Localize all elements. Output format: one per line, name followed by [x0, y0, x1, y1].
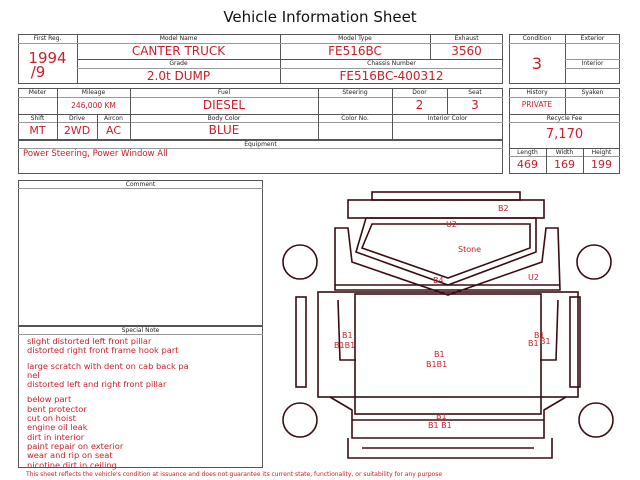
seat-label: Seat	[468, 89, 482, 96]
note-line: wear and rip on seat	[27, 450, 113, 461]
first-reg-label: First Reg.	[33, 35, 62, 42]
shift-label: Shift	[30, 115, 45, 122]
door-label: Door	[412, 89, 427, 96]
note-line: cut on hoist	[27, 413, 76, 424]
interior-color-label: Interior Color	[427, 115, 468, 122]
recycle-fee-value: 7,170	[545, 127, 584, 142]
mark-b4: B4	[433, 276, 444, 285]
width-label: Width	[555, 149, 574, 156]
model-type-value: FE516BC	[328, 44, 382, 58]
equipment-label: Equipment	[244, 141, 277, 148]
condition-label: Condition	[522, 35, 552, 42]
aircon-label: Aircon	[104, 115, 123, 122]
equipment-value: Power Steering, Power Window All	[23, 149, 168, 159]
width-value: 169	[554, 158, 575, 171]
chassis-number-label: Chassis Number	[367, 60, 416, 67]
condition-value: 3	[531, 54, 543, 73]
height-label: Height	[591, 149, 612, 156]
note-line: bent protector	[27, 403, 87, 414]
length-value: 469	[517, 158, 538, 171]
comment-label: Comment	[125, 181, 156, 188]
grade-label: Grade	[169, 60, 188, 67]
special-note-label: Special Note	[121, 327, 160, 334]
mark-b1-rear-a: B1	[436, 412, 447, 421]
sheet-title: Vehicle Information Sheet	[223, 8, 417, 26]
meter-label: Meter	[28, 89, 47, 96]
special-notes-list	[27, 337, 262, 470]
seat-value: 3	[471, 98, 479, 112]
truck-damage-diagram	[270, 180, 625, 470]
comment-box	[18, 180, 263, 326]
first-reg-month: /9	[30, 63, 46, 81]
fuel-value: DIESEL	[202, 98, 246, 112]
exterior-label: Exterior	[580, 35, 605, 42]
body-color-label: Body Color	[207, 115, 241, 122]
note-line: nicotine dirt in ceiling	[27, 459, 117, 470]
mark-b1-left-a: B1	[342, 331, 353, 340]
color-no-label: Color No.	[341, 115, 369, 122]
model-type-label: Model Type	[338, 35, 372, 42]
mileage-value: 246,000 KM	[71, 101, 116, 110]
door-value: 2	[415, 98, 424, 112]
history-value: PRIVATE	[521, 100, 553, 109]
interior-label: Interior	[581, 60, 604, 67]
first-reg-year: 1994	[28, 49, 67, 67]
mileage-label: Mileage	[81, 89, 106, 96]
history-label: History	[526, 89, 548, 96]
model-name-value: CANTER TRUCK	[131, 44, 226, 58]
height-value: 199	[591, 158, 612, 171]
disclaimer-footer: This sheet reflects the vehicle's condition at issuance and does not guarantee its current state, functionality, or suitability for any purpose	[26, 471, 443, 478]
note-line: nel	[27, 369, 40, 380]
chassis-number-value: FE516BC-400312	[339, 69, 444, 83]
mark-b1-center-a: B1	[434, 350, 445, 359]
grade-value: 2.0t DUMP	[146, 69, 211, 83]
note-line: distorted left and right front pillar	[27, 379, 167, 390]
mark-u2-right: U2	[528, 273, 539, 282]
drive-label: Drive	[69, 115, 85, 122]
note-line: slight distorted left front pillar	[27, 336, 152, 346]
length-label: Length	[517, 149, 538, 156]
note-line: engine oil leak	[27, 422, 88, 433]
steering-label: Steering	[342, 89, 368, 96]
mark-b1-left-b: B1B1	[334, 341, 356, 350]
mark-b1-right-b: B1	[528, 339, 539, 348]
note-line: paint repair on exterior	[27, 440, 124, 451]
mark-u2-top: U2	[446, 220, 457, 229]
mark-b2: B2	[498, 204, 509, 213]
fuel-label: Fuel	[217, 89, 231, 96]
mark-b1-center-b: B1B1	[426, 360, 448, 369]
note-line: below part	[27, 394, 72, 405]
recycle-fee-label: Recycle Fee	[546, 115, 583, 122]
note-line: distorted right front frame hook part	[27, 345, 179, 356]
mark-b1-right-c: B1	[540, 337, 551, 346]
drive-value: 2WD	[63, 124, 91, 137]
note-line: large scratch with dent on cab back pa	[27, 360, 189, 371]
mark-b1-right-a: B1	[534, 331, 545, 340]
model-name-label: Model Name	[159, 35, 198, 42]
note-line: dirt in interior	[27, 431, 85, 442]
exhaust-label: Exhaust	[454, 35, 479, 42]
body-color-value: BLUE	[208, 123, 240, 137]
shift-value: MT	[29, 124, 46, 137]
mark-b1-rear-b: B1 B1	[428, 421, 452, 430]
exhaust-value: 3560	[451, 44, 482, 58]
mark-stone: Stone	[458, 245, 482, 254]
syaken-label: Syaken	[581, 89, 604, 96]
aircon-value: AC	[105, 124, 121, 137]
